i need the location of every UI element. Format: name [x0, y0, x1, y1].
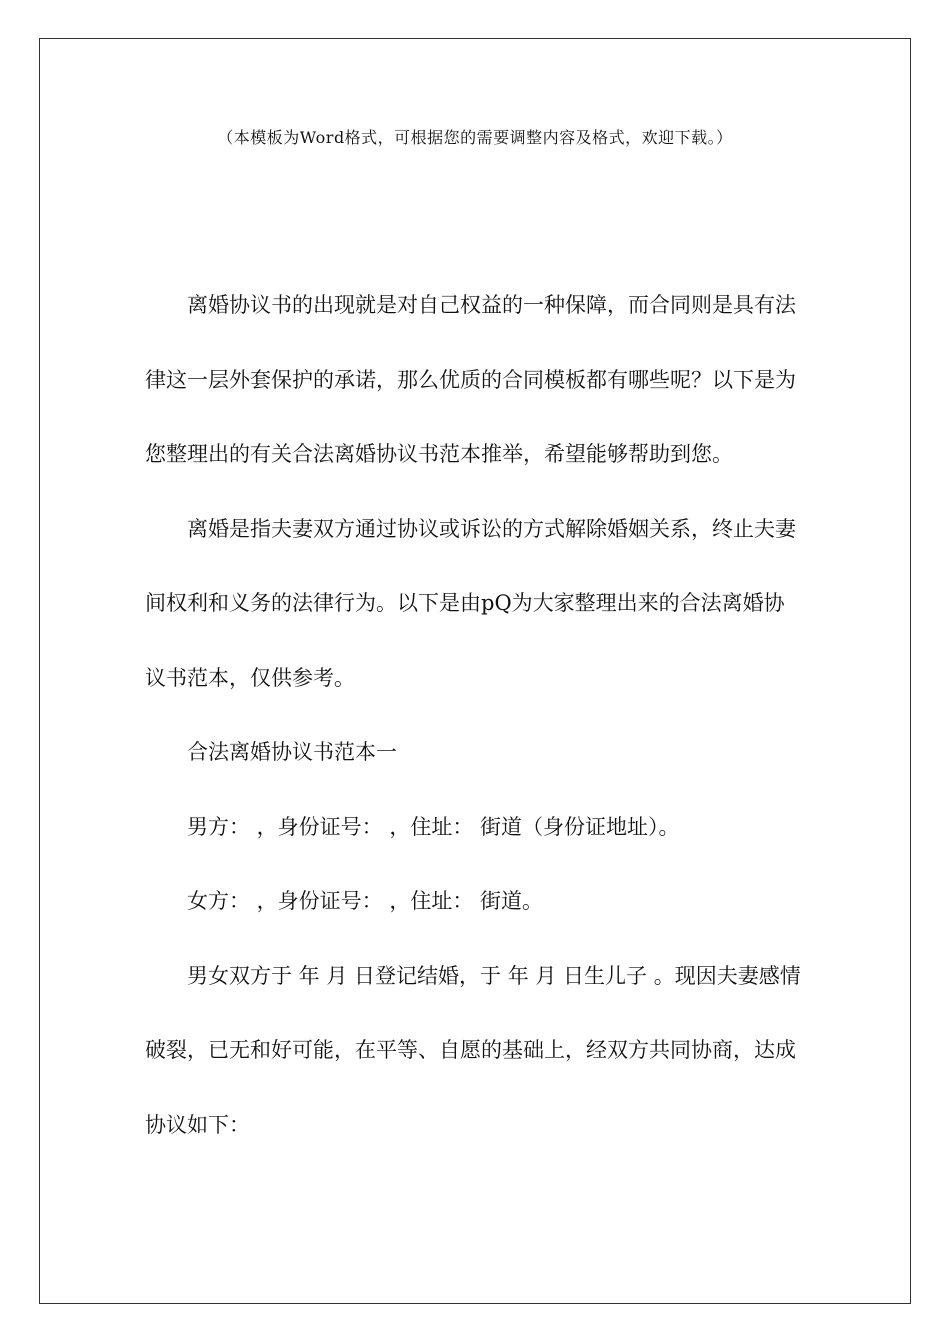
- template-note: （本模板为Word格式，可根据您的需要调整内容及格式，欢迎下载。）: [217, 128, 733, 147]
- paragraph-husband: 男方： ，身份证号： ，住址： 街道（身份证地址）。: [187, 814, 680, 839]
- paragraph-wife: 女方： ，身份证号： ，住址： 街道。: [187, 889, 544, 913]
- paragraph-agreement: 男女双方于 年 月 日登记结婚，于 年 月 日生儿子 。现因夫妻感情破裂，已无和好可能，在平等、自愿的基础上，经双方共同协商，达成协议如下：: [145, 963, 801, 1137]
- paragraph-definition: 离婚是指夫妻双方通过协议或诉讼的方式解除婚姻关系，终止夫妻间权利和义务的法律行为。以下是由pQ为大家整理出来的合法离婚协议书范本，仅供参考。: [145, 516, 796, 690]
- paragraph-intro: 离婚协议书的出现就是对自己权益的一种保障，而合同则是具有法律这一层外套保护的承诺，那么优质的合同模板都有哪些呢？以下是为您整理出的有关合法离婚协议书范本推举，希望能够帮助到您。: [145, 293, 796, 466]
- document-body: [145, 268, 805, 1162]
- section-heading: 合法离婚协议书范本一: [187, 740, 397, 764]
